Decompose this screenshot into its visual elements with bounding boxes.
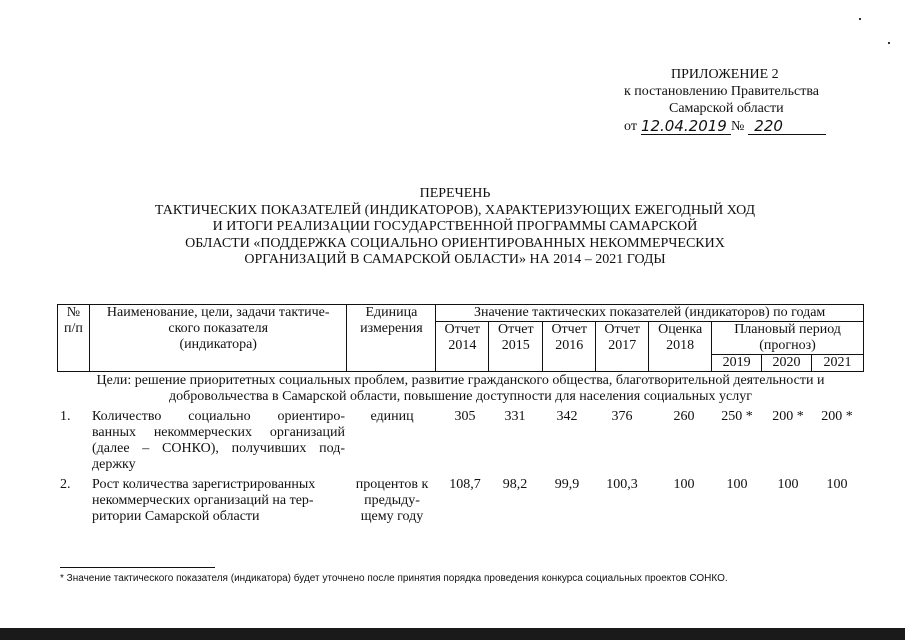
- title-line-1: ПЕРЕЧЕНЬ: [419, 186, 491, 201]
- header-year-2021: 2021: [812, 355, 864, 372]
- table-row: [0, 409, 905, 473]
- row-indicator-name: [92, 409, 345, 473]
- value-2014: 108,7: [449, 477, 481, 492]
- header-unit-line-2: измерения: [360, 321, 423, 336]
- header-year-2016: [543, 322, 596, 372]
- header-year-2019: 2019: [712, 355, 762, 372]
- value-2020: 200 *: [772, 409, 804, 424]
- header-year-2014: [436, 322, 489, 372]
- value-2021: 100: [826, 477, 848, 492]
- number-prefix: №: [730, 119, 745, 134]
- scan-edge-bar: [0, 628, 905, 640]
- name-line: ванных некоммерческих организаций: [92, 425, 345, 440]
- report-label: Отчет: [604, 322, 640, 337]
- estimate-label: Оценка: [658, 322, 703, 337]
- header-year-2018: [649, 322, 712, 372]
- scan-speck: [888, 42, 890, 44]
- header-values-title: Значение тактических показателей (индикаторов) по годам: [436, 305, 864, 322]
- header-num-line-2: п/п: [64, 321, 83, 336]
- appendix-block: [624, 66, 854, 135]
- table-row: [0, 477, 905, 527]
- name-line: ритории Самарской области: [92, 509, 260, 524]
- appendix-line-3: Самарской области: [669, 101, 784, 116]
- goal-text: [57, 373, 864, 405]
- number-handwritten: 220: [748, 119, 826, 135]
- value-2017: 376: [611, 409, 633, 424]
- header-name-line-1: Наименование, цели, задачи тактиче-: [106, 305, 330, 320]
- value-2014: 305: [454, 409, 476, 424]
- unit-line: щему году: [360, 509, 424, 524]
- value-2021: 200 *: [821, 409, 853, 424]
- value-2016: 99,9: [554, 477, 580, 492]
- appendix-line-2: к постановлению Правительства: [624, 84, 820, 99]
- row-number: 1.: [60, 409, 71, 424]
- value-2015: 331: [504, 409, 526, 424]
- header-unit: [347, 305, 436, 372]
- footnote-text: * Значение тактического показателя (индикатора) будет уточнено после принятия порядка проведения конкурса социальных проектов СОНКО.: [60, 573, 728, 584]
- value-2020: 100: [777, 477, 799, 492]
- goal-line-2: добровольчества в Самарской области, повышение доступности для населения социальных услуг: [169, 389, 752, 404]
- header-year-2020: 2020: [762, 355, 812, 372]
- footnote-separator: [60, 567, 215, 568]
- unit-line: предыду-: [364, 493, 420, 508]
- goal-line-1: Цели: решение приоритетных социальных проблем, развитие гражданского общества, благотворительной деятельности и: [96, 373, 825, 388]
- name-line: Рост количества зарегистрированных: [92, 477, 316, 492]
- title-line-2: ТАКТИЧЕСКИХ ПОКАЗАТЕЛЕЙ (ИНДИКАТОРОВ), ХАРАКТЕРИЗУЮЩИХ ЕЖЕГОДНЫЙ ХОД: [154, 202, 756, 218]
- year-label: 2016: [555, 338, 584, 353]
- row-number: 2.: [60, 477, 71, 492]
- value-2018: 260: [673, 409, 695, 424]
- year-label: 2018: [666, 338, 695, 353]
- value-2015: 98,2: [502, 477, 528, 492]
- header-unit-line-1: Единица: [365, 305, 418, 320]
- appendix-date-number: [624, 118, 854, 135]
- report-label: Отчет: [551, 322, 588, 337]
- report-label: Отчет: [497, 322, 534, 337]
- value-2019: 100: [726, 477, 748, 492]
- header-year-2017: [596, 322, 649, 372]
- header-name: [89, 305, 346, 372]
- name-line: держку: [92, 457, 136, 472]
- appendix-title: ПРИЛОЖЕНИЕ 2: [671, 67, 779, 82]
- header-year-2015: [489, 322, 543, 372]
- header-name-line-2: ского показателя: [168, 321, 269, 336]
- unit-line: процентов к: [355, 477, 429, 492]
- year-label: 2017: [608, 338, 637, 353]
- value-2016: 342: [556, 409, 578, 424]
- name-line: некоммерческих организаций на тер-: [92, 493, 314, 508]
- scan-speck: [859, 18, 861, 20]
- date-handwritten: 12.04.2019: [641, 119, 731, 135]
- row-unit: [352, 477, 432, 525]
- value-2018: 100: [673, 477, 695, 492]
- report-label: Отчет: [444, 322, 481, 337]
- header-num: [58, 305, 90, 372]
- indicators-table-header: [57, 304, 864, 372]
- year-label: 2015: [501, 338, 530, 353]
- plan-period-line-2: (прогноз): [759, 338, 816, 353]
- name-line: Количество социально ориентиро-: [92, 409, 345, 424]
- unit-line: единиц: [370, 409, 414, 424]
- plan-period-line-1: Плановый период: [734, 322, 841, 337]
- document-title: [110, 186, 800, 269]
- header-plan-period: [712, 322, 864, 355]
- value-2017: 100,3: [606, 477, 638, 492]
- title-line-3: И ИТОГИ РЕАЛИЗАЦИИ ГОСУДАРСТВЕННОЙ ПРОГРАММЫ САМАРСКОЙ: [212, 219, 698, 234]
- year-label: 2014: [448, 338, 477, 353]
- row-indicator-name: [92, 477, 345, 525]
- row-unit: [352, 409, 432, 425]
- title-line-4: ОБЛАСТИ «ПОДДЕРЖКА СОЦИАЛЬНО ОРИЕНТИРОВАННЫХ НЕКОММЕРЧЕСКИХ: [185, 235, 725, 251]
- value-2019: 250 *: [721, 409, 753, 424]
- title-line-5: ОРГАНИЗАЦИЙ В САМАРСКОЙ ОБЛАСТИ» НА 2014 – 2021 ГОДЫ: [244, 252, 666, 267]
- date-prefix: от: [624, 119, 637, 134]
- name-line: (далее – СОНКО), получивших под-: [92, 441, 345, 456]
- header-num-line-1: №: [66, 305, 81, 320]
- header-name-line-3: (индикатора): [179, 337, 257, 352]
